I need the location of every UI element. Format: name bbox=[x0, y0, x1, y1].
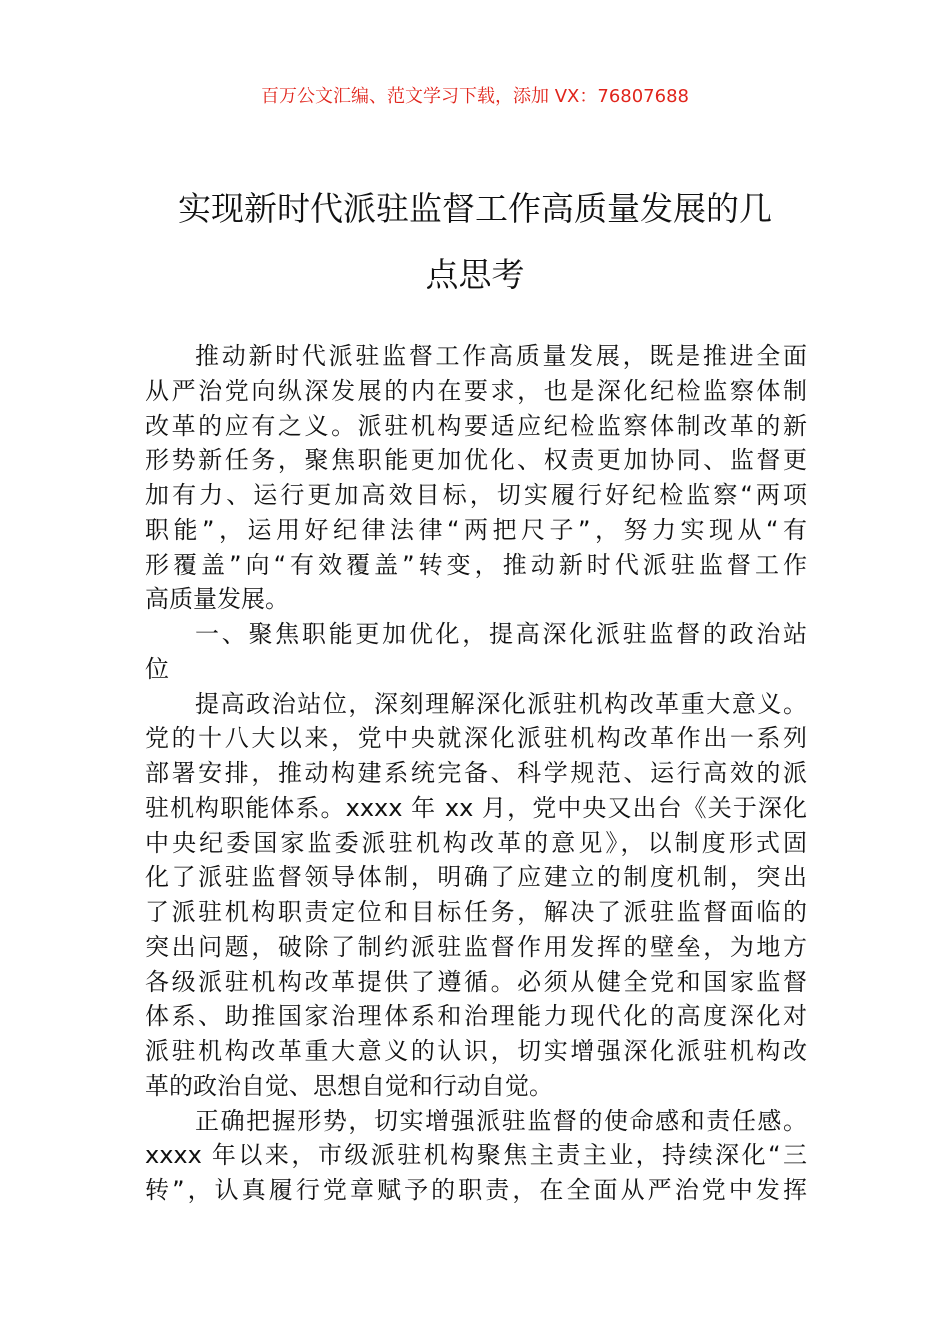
paragraph-line: 推动新时代派驻监督工作高质量发展，既是推进全面 bbox=[195, 342, 807, 370]
paragraph-line: 派驻机构改革重大意义的认识，切实增强深化派驻机构改 bbox=[145, 1037, 807, 1065]
paragraph-line: 一、聚焦职能更加优化，提高深化派驻监督的政治站 bbox=[195, 620, 807, 648]
paragraph-line: 突出问题，破除了制约派驻监督作用发挥的壁垒，为地方 bbox=[145, 932, 807, 961]
paragraph bbox=[145, 617, 807, 687]
paragraph-line: 各级派驻机构改革提供了遵循。必须从健全党和国家监督 bbox=[145, 967, 807, 996]
paragraph-line: 了派驻机构职责定位和目标任务，解决了派驻监督面临的 bbox=[145, 898, 807, 926]
paragraph-line: 形势新任务，聚焦职能更加优化、权责更加协同、监督更 bbox=[145, 446, 807, 475]
paragraph-line: 形覆盖”向“有效覆盖”转变，推动新时代派驻监督工作 bbox=[145, 550, 807, 579]
paragraph-line: xxxx 年以来，市级派驻机构聚焦主责主业，持续深化“三 bbox=[145, 1141, 807, 1170]
header-note: 百万公文汇编、范文学习下载，添加 VX：76807688 bbox=[261, 86, 689, 107]
title-line: 实现新时代派驻监督工作高质量发展的几 bbox=[178, 189, 772, 228]
paragraph-line: 转”，认真履行党章赋予的职责，在全面从严治党中发挥 bbox=[145, 1176, 807, 1204]
document-title bbox=[120, 176, 830, 308]
document-body bbox=[145, 339, 807, 1208]
paragraph-line: 位 bbox=[145, 654, 169, 683]
paragraph bbox=[145, 339, 807, 617]
paragraph bbox=[145, 687, 807, 1104]
title-line: 点思考 bbox=[425, 255, 525, 294]
paragraph-line: 职能”，运用好纪律法律“两把尺子”，努力实现从“有 bbox=[145, 515, 807, 544]
paragraph-line: 党的十八大以来，党中央就深化派驻机构改革作出一系列 bbox=[145, 724, 807, 753]
paragraph-line: 从严治党向纵深发展的内在要求，也是深化纪检监察体制 bbox=[145, 376, 807, 405]
paragraph-line: 中央纪委国家监委派驻机构改革的意见》，以制度形式固 bbox=[145, 828, 807, 857]
paragraph-line: 部署安排，推动构建系统完备、科学规范、运行高效的派 bbox=[145, 759, 807, 787]
paragraph-line: 驻机构职能体系。xxxx 年 xx 月，党中央又出台《关于深化 bbox=[145, 793, 807, 822]
paragraph-line: 高质量发展。 bbox=[145, 585, 289, 614]
paragraph-line: 正确把握形势，切实增强派驻监督的使命感和责任感。 bbox=[195, 1106, 807, 1135]
paragraph-line: 加有力、运行更加高效目标，切实履行好纪检监察“两项 bbox=[145, 481, 807, 509]
paragraph-line: 改革的应有之义。派驻机构要适应纪检监察体制改革的新 bbox=[145, 411, 807, 440]
paragraph-line: 化了派驻监督领导体制，明确了应建立的制度机制，突出 bbox=[145, 863, 807, 892]
paragraph bbox=[145, 1104, 807, 1208]
paragraph-line: 革的政治自觉、思想自觉和行动自觉。 bbox=[145, 1071, 553, 1100]
paragraph-line: 体系、助推国家治理体系和治理能力现代化的高度深化对 bbox=[145, 1002, 807, 1031]
paragraph-line: 提高政治站位，深刻理解深化派驻机构改革重大意义。 bbox=[195, 689, 807, 718]
